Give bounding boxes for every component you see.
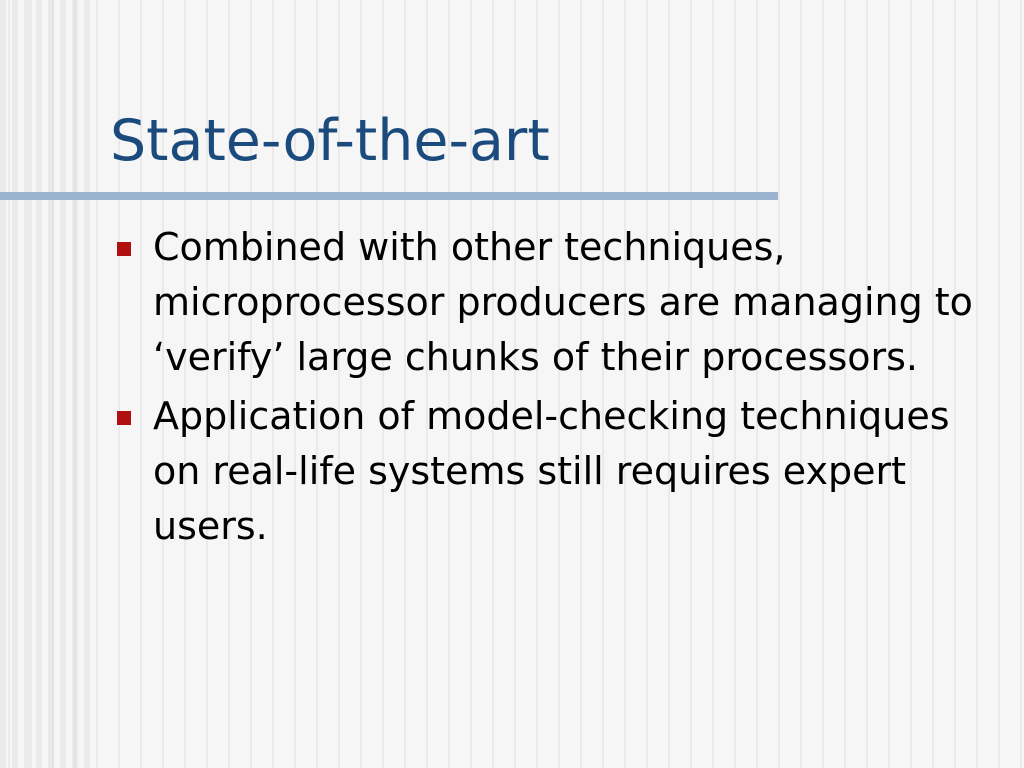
- bullet-text: Combined with other techniques, microprocessor producers are managing to ‘verify’ large chunks of their processors.: [153, 225, 973, 379]
- title-divider: [0, 192, 778, 200]
- bullet-list: [113, 220, 993, 558]
- background-decoration: [0, 0, 95, 768]
- bullet-item-2: [113, 389, 993, 554]
- slide-title: State-of-the-art: [110, 108, 550, 174]
- bullet-item-1: [113, 220, 993, 385]
- square-bullet-icon: [117, 411, 131, 425]
- square-bullet-icon: [117, 242, 131, 256]
- bullet-text: Application of model-checking techniques on real-life systems still requires expert users.: [153, 394, 950, 548]
